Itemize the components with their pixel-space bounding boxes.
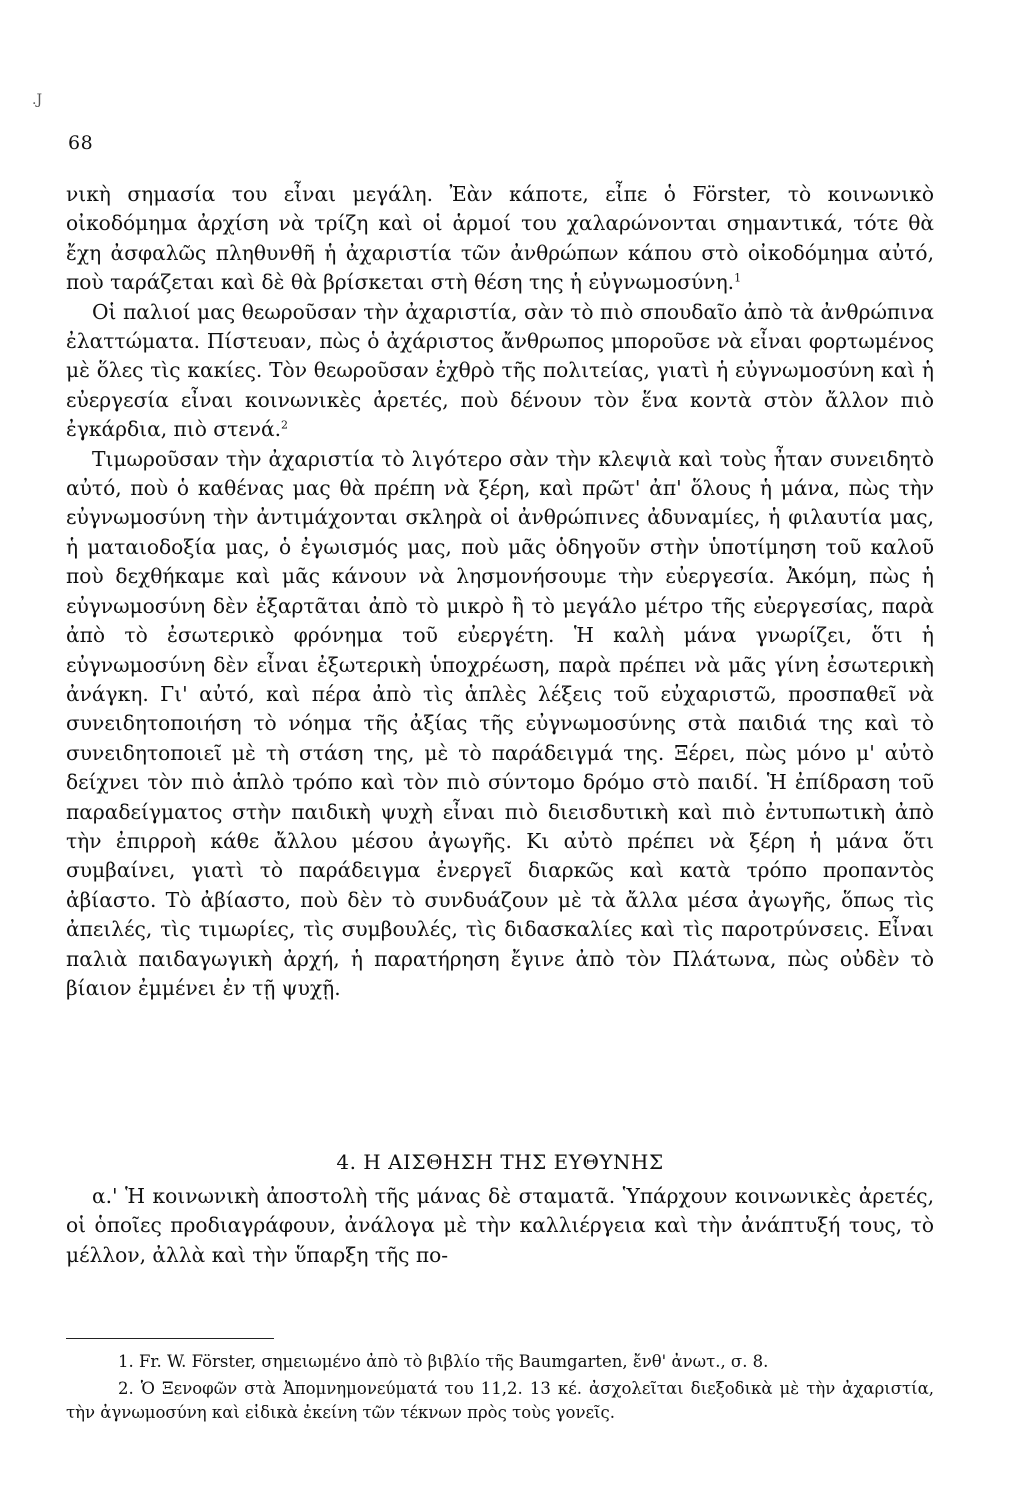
page-mark: .J	[32, 92, 43, 108]
footnotes	[66, 1350, 934, 1428]
paragraph-continuation	[66, 180, 934, 298]
body-text	[66, 180, 934, 1003]
paragraph-text: Οἱ παλιοί μας θεωροῦσαν τὴν ἀχαριστία, σὰν τὸ πιὸ σπουδαῖο ἀπὸ τὰ ἀνθρώπινα ἐλαττώματα. Πίστευαν, πὼς ὁ ἀχάριστος ἄνθρωπος μπορoῦσε νὰ εἶναι φορτωμένος μὲ ὅλες τὶς κακίες. Τὸν θεωροῦσαν ἐχθρὸ τῆς πολιτείας, γιατὶ ἡ εὐγνωμοσύνη καὶ ἡ εὐεργεσία εἶναι κοινωνικὲς ἀρετές, ποὺ δένουν τὸν ἕνα κοντὰ στὸν ἄλλον πιὸ ἐγκάρδια, πιὸ στενά.	[66, 299, 934, 442]
paragraph	[66, 445, 934, 1004]
paragraph	[66, 298, 934, 445]
paragraph-text: νικὴ σημασία του εἶναι μεγάλη. Ἐὰν κάποτε, εἶπε ὁ Förster, τὸ κοινωνικὸ οἰκοδόμημα ἀρχίση νὰ τρίζη καὶ οἱ ἁρμοί του χαλαρώνονται σημαντικά, τότε θὰ ἔχη ἀσφαλῶς πληθυνθῆ ἡ ἀχαριστία τῶν ἀνθρώπων κάπου στὸ οἰκοδόμημα αὐτό, ποὺ ταράζεται καὶ δὲ θὰ βρίσκεται στὴ θέση της ἡ εὐγνωμοσύνη.	[66, 182, 934, 295]
page-number: 68	[68, 132, 94, 154]
footnote-divider	[66, 1338, 274, 1339]
paragraph: α.' Ἡ κοινωνικὴ ἀποστολὴ τῆς μάνας δὲ σταματᾶ. Ὑπάρχουν κοινωνικὲς ἀρετές, οἱ ὁποῖες προδιαγράφουν, ἀνάλογα μὲ τὴν καλλιέργεια καὶ τὴν ἀνάπτυξή τους, τὸ μέλλον, ἀλλὰ καὶ τὴν ὕπαρξη τῆς πο-	[66, 1184, 934, 1267]
footnote: 1. Fr. W. Förster, σημειωμένο ἀπὸ τὸ βιβλίο τῆς Baumgarten, ἔνθ' ἀνωτ., σ. 8.	[118, 1352, 769, 1371]
paragraph-text: Τιμωροῦσαν τὴν ἀχαριστία τὸ λιγότερο σὰν τὴν κλεψιὰ καὶ τοὺς ἦταν συνειδητὸ αὐτό, ποὺ ὁ καθένας μας θὰ πρέπη νὰ ξέρη, καὶ πρῶτ' ἀπ' ὅλους ἡ μάνα, πὼς τὴν εὐγνωμοσύνη τὴν ἀντιμάχονται σκληρὰ οἱ ἀνθρώπινες ἀδυναμίες, ἡ φιλαυτία μας, ἡ ματαιοδοξία μας, ὁ ἐγωισμός μας, ποὺ μᾶς ὁδηγοῦν στὴν ὑποτίμηση τοῦ καλοῦ ποὺ δεχθήκαμε καὶ μᾶς κάνουν νὰ λησμονήσουμε τὴν εὐεργεσία. Ἀκόμη, πὼς ἡ εὐγνωμοσύνη δὲν ἐξαρτᾶται ἀπὸ τὸ μικρὸ ἢ τὸ μεγάλο μέτρο τῆς εὐεργεσίας, παρὰ ἀπὸ τὸ ἐσωτερικὸ φρόνημα τοῦ εὐεργέτη. Ἡ καλὴ μάνα γνωρίζει, ὅτι ἡ εὐγνωμοσύνη δὲν εἶναι ἐξωτερικὴ ὑποχρέωση, παρὰ πρέπει νὰ μᾶς γίνη ἐσωτερικὴ ἀνάγκη. Γι' αὐτό, καὶ πέρα ἀπὸ τὶς ἁπλὲς λέξεις τοῦ εὐχαριστῶ, προσπαθεῖ νὰ συνειδητοποιήση τὸ νόημα τῆς ἀξίας τῆς εὐγνωμοσύνης στὰ παιδιά της καὶ τὸ συνειδητοποιεῖ μὲ τὴ στάση της, μὲ τὸ παράδειγμά της. Ξέρει, πὼς μόνο μ' αὐτὸ δείχνει τὸν πιὸ ἁπλὸ τρόπο καὶ τὸν πιὸ σύντομο δρόμο στὸ παιδί. Ἡ ἐπίδραση τοῦ παραδείγματος στὴν παιδικὴ ψυχὴ εἶναι πιὸ διεισδυτικὴ καὶ πιὸ ἐντυπωτικὴ ἀπὸ τὴν ἐπιρροὴ κάθε ἄλλου μέσου ἀγωγῆς. Κι αὐτὸ πρέπει νὰ ξέρη ἡ μάνα ὅτι συμβαίνει, γιατὶ τὸ παράδειγμα ἐνεργεῖ διαρκῶς καὶ κατὰ τρόπο προπαντὸς ἀβίαστο. Τὸ ἀβίαστο, ποὺ δὲν τὸ συνδυάζουν μὲ τὰ ἄλλα μέσα ἀγωγῆς, ὅπως τὶς ἀπειλές, τὶς τιμωρίες, τὶς συμβουλές, τὶς διδασκαλίες καὶ τὶς παροτρύνσεις. Εἶναι παλιὰ παιδαγωγικὴ ἀρχή, ἡ παρατήρηση ἔγινε ἀπὸ τὸν Πλάτωνα, πὼς οὐδὲν τὸ βίαιον ἐμμένει ἐν τῇ ψυχῇ.	[66, 446, 934, 1000]
footnote-ref: 2	[281, 418, 289, 432]
footnote: 2. Ὁ Ξενοφῶν στὰ Ἀπομνημονεύματά του 11,2. 13 κέ. ἀσχολεῖται διεξοδικὰ μὲ τὴν ἀχαριστία, τὴν ἀγνωμοσύνη καὶ εἰδικὰ ἐκείνη τῶν τέκνων πρὸς τοὺς γονεῖς.	[66, 1378, 934, 1422]
section-heading: 4. Η ΑΙΣΘΗΣΗ ΤΗΣ ΕΥΘΥΝΗΣ	[336, 1150, 664, 1174]
section-text	[66, 1182, 934, 1270]
footnote-ref: 1	[734, 271, 742, 285]
